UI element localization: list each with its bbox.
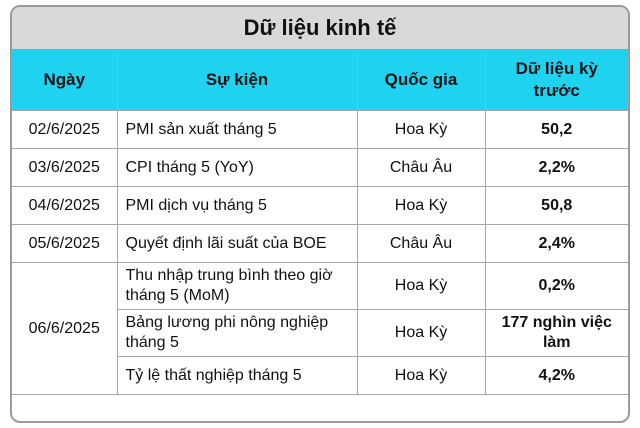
row-event: CPI tháng 5 (YoY) xyxy=(117,149,357,187)
row-previous-value: 2,2% xyxy=(485,149,628,187)
table-row xyxy=(12,225,628,263)
row-previous-value: 50,2 xyxy=(485,111,628,149)
row-country: Hoa Kỳ xyxy=(357,263,485,310)
row-event: PMI sản xuất tháng 5 xyxy=(117,111,357,149)
row-country: Hoa Kỳ xyxy=(357,111,485,149)
table-title: Dữ liệu kinh tế xyxy=(12,7,628,50)
row-previous-value: 4,2% xyxy=(485,357,628,395)
row-date: 05/6/2025 xyxy=(12,225,117,263)
table-row xyxy=(12,149,628,187)
row-event: Quyết định lãi suất của BOE xyxy=(117,225,357,263)
row-event: Tỷ lệ thất nghiệp tháng 5 xyxy=(117,357,357,395)
header-row xyxy=(12,50,628,111)
header-date: Ngày xyxy=(12,50,117,111)
row-previous-value: 50,8 xyxy=(485,187,628,225)
header-previous: Dữ liệu kỳ trước xyxy=(485,50,628,111)
table-row xyxy=(12,111,628,149)
row-event: Bảng lương phi nông nghiệp tháng 5 xyxy=(117,310,357,357)
row-date: 04/6/2025 xyxy=(12,187,117,225)
group-date: 06/6/2025 xyxy=(12,263,117,395)
row-previous-value: 2,4% xyxy=(485,225,628,263)
row-country: Châu Âu xyxy=(357,149,485,187)
header-country: Quốc gia xyxy=(357,50,485,111)
row-event: PMI dịch vụ tháng 5 xyxy=(117,187,357,225)
economic-data-card xyxy=(10,5,630,423)
row-country: Châu Âu xyxy=(357,225,485,263)
table-row xyxy=(12,187,628,225)
row-country: Hoa Kỳ xyxy=(357,187,485,225)
row-event: Thu nhập trung bình theo giờ tháng 5 (MoM) xyxy=(117,263,357,310)
economic-calendar-table xyxy=(12,50,628,395)
row-date: 02/6/2025 xyxy=(12,111,117,149)
table-row xyxy=(12,263,628,310)
row-previous-value: 177 nghìn việc làm xyxy=(485,310,628,357)
row-date: 03/6/2025 xyxy=(12,149,117,187)
row-country: Hoa Kỳ xyxy=(357,357,485,395)
row-previous-value: 0,2% xyxy=(485,263,628,310)
header-event: Sự kiện xyxy=(117,50,357,111)
row-country: Hoa Kỳ xyxy=(357,310,485,357)
